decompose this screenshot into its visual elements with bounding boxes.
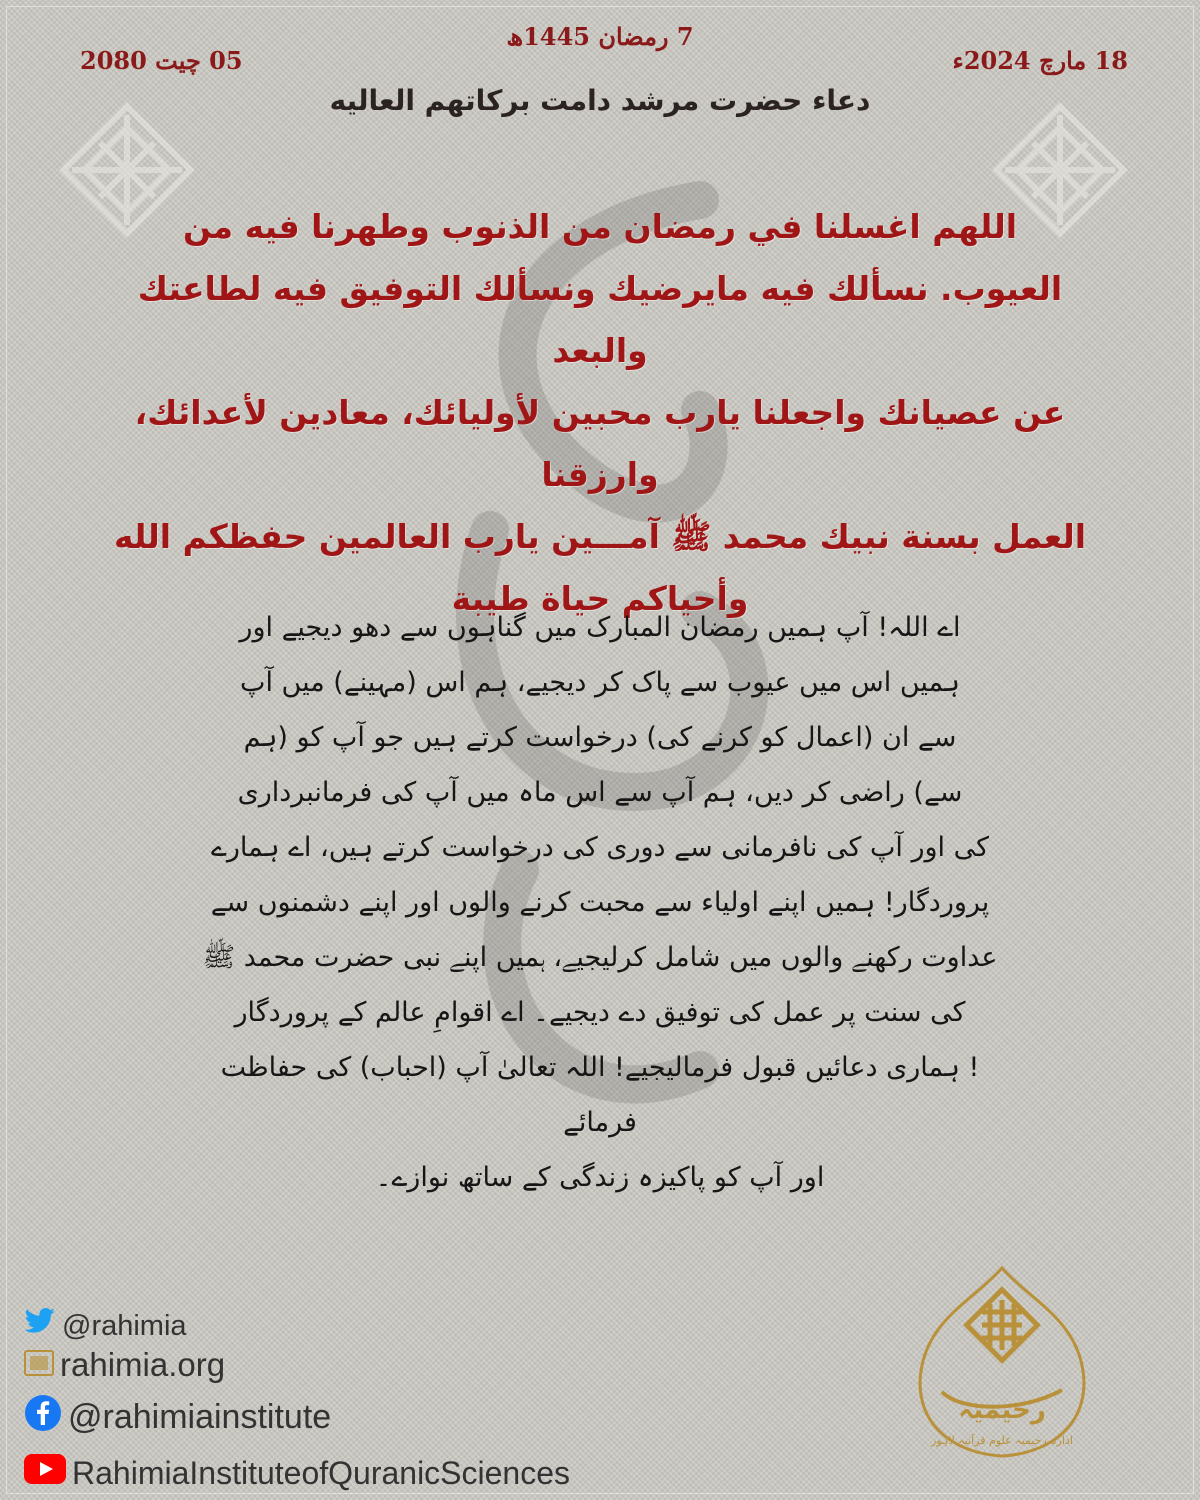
urdu-line: ! ہماری دعائیں قبول فرمالیجیے! اللہ تعالیٰ آپ (احباب) کی حفاظت فرمائے xyxy=(220,1052,980,1138)
globe-icon xyxy=(24,1346,54,1384)
logo-subtitle: ادارہ رحیمیہ علوم قرآنیہ لاہور xyxy=(931,1434,1073,1447)
rahimia-logo xyxy=(912,1262,1092,1466)
urdu-line: سے) راضی کر دیں، ہم آپ سے اس ماہ میں آپ کی فرمانبرداری xyxy=(237,777,963,808)
hijri-date: 7 رمضان 1445ھ xyxy=(506,22,694,51)
arabic-line: عن عصيانك واجعلنا يارب محبين لأوليائك، معادين لأعدائك، وارزقنا xyxy=(134,393,1066,494)
urdu-line: اور آپ کو پاکیزہ زندگی کے ساتھ نوازے۔ xyxy=(375,1162,825,1193)
arabic-line: العمل بسنة نبيك محمد ﷺ آمـــين يارب العالمين حفظكم الله xyxy=(113,517,1087,556)
urdu-line: کی اور آپ کی نافرمانی سے دوری کی درخواست کرتے ہیں، اے ہمارے xyxy=(211,832,989,863)
page-title: دعاء حضرت مرشد دامت برکاتهم العالیه xyxy=(329,84,871,117)
twitter-link[interactable] xyxy=(24,1308,187,1344)
facebook-handle: @rahimiainstitute xyxy=(68,1398,332,1436)
urdu-line: ہمیں اس میں عیوب سے پاک کر دیجیے، ہم اس (مہینے) میں آپ xyxy=(240,667,960,698)
urdu-line: سے ان (اعمال کو کرنے کی) درخواست کرتے ہیں جو آپ کو (ہم xyxy=(243,722,957,753)
arabic-line: وأحياكم حياة طيبة xyxy=(451,579,749,618)
urdu-line: عداوت رکھنے والوں میں شامل کرلیجیے، ہمیں اپنے نبی حضرت محمد ﷺ xyxy=(202,942,998,973)
urdu-line: پروردگار! ہمیں اپنے اولیاء سے محبت کرنے والوں اور اپنے دشمنوں سے xyxy=(210,887,990,918)
youtube-link[interactable] xyxy=(24,1454,570,1492)
twitter-handle: @rahimia xyxy=(62,1309,187,1342)
logo-name: رحیمیہ xyxy=(958,1395,1046,1425)
website-url: rahimia.org xyxy=(60,1346,226,1383)
youtube-icon xyxy=(24,1454,66,1492)
facebook-icon xyxy=(24,1394,62,1441)
urdu-translation xyxy=(200,600,1000,1205)
urdu-line: کی سنت پر عمل کی توفیق دے دیجیے۔ اے اقوامِ عالم کے پروردگار xyxy=(234,997,966,1028)
gregorian-date: 18 مارچ 2024ء xyxy=(952,46,1128,75)
arabic-line: العيوب. نسألك فيه مايرضيك ونسألك التوفيق فيه لطاعتك والبعد xyxy=(137,269,1063,370)
arabic-dua xyxy=(90,196,1110,630)
youtube-channel: RahimiaInstituteofQuranicSciences xyxy=(72,1454,571,1491)
bikrami-date: 05 چیت 2080 xyxy=(80,46,243,75)
arabic-line: اللهم اغسلنا في رمضان من الذنوب وطهرنا فيه من xyxy=(182,207,1018,246)
urdu-line: اے اللہ! آپ ہمیں رمضان المبارک میں گناہوں سے دھو دیجیے اور xyxy=(239,612,961,643)
facebook-link[interactable] xyxy=(24,1394,331,1441)
twitter-icon xyxy=(24,1308,56,1344)
website-link[interactable] xyxy=(24,1346,225,1384)
